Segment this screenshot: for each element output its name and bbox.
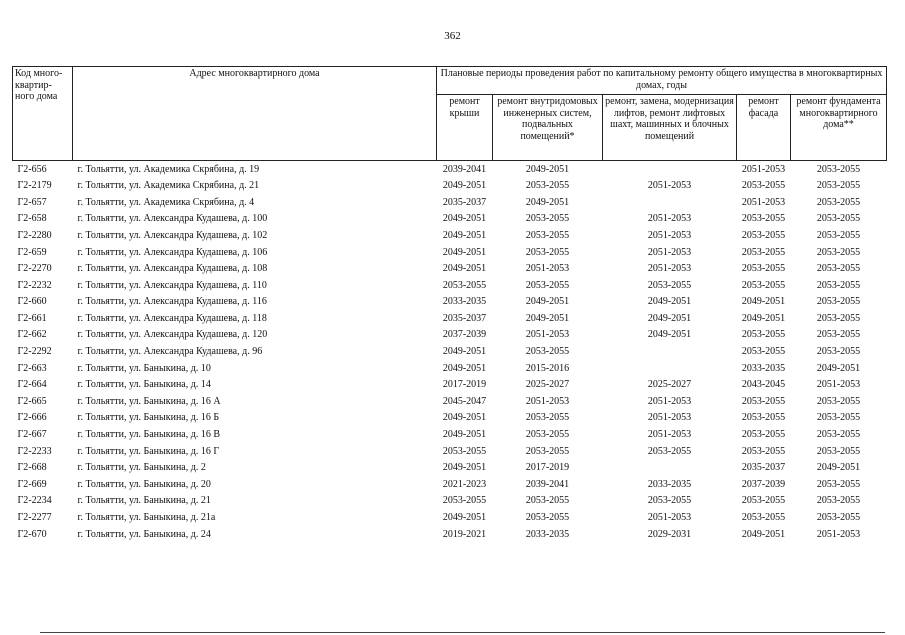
cell-engineering-period: 2053-2055 (525, 346, 570, 358)
cell-lifts-period: 2053-2055 (647, 445, 692, 457)
cell-engineering-period: 2051-2053 (525, 329, 570, 341)
cell-house-code: Г2-662 (17, 329, 47, 341)
cell-foundation-period: 2053-2055 (816, 263, 861, 275)
cell-address: г. Тольятти, ул. Баныкина, д. 16 Б (77, 412, 220, 424)
header-house-code: Код много-квартир-ного дома (13, 67, 73, 161)
cell-address: г. Тольятти, ул. Баныкина, д. 20 (77, 478, 211, 490)
cell-lifts-period: 2025-2027 (647, 379, 692, 391)
cell-foundation-period: 2053-2055 (816, 445, 861, 457)
cell-lifts-period: 2053-2055 (647, 495, 692, 507)
cell-house-code: Г2-2233 (17, 445, 52, 457)
cell-roof-period: 2049-2051 (442, 229, 487, 241)
cell-roof-period: 2053-2055 (442, 495, 487, 507)
cell-foundation-period: 2053-2055 (816, 213, 861, 225)
cell-facade-period: 2053-2055 (741, 263, 786, 275)
header-foundation-repair: ремонт фундамента многоквартирного дома** (791, 95, 887, 161)
cell-house-code: Г2-2179 (17, 180, 52, 192)
cell-engineering-period: 2053-2055 (525, 180, 570, 192)
cell-roof-period: 2049-2051 (442, 462, 487, 474)
cell-foundation-period: 2053-2055 (816, 229, 861, 241)
cell-engineering-period: 2053-2055 (525, 445, 570, 457)
cell-lifts-period: 2051-2053 (647, 429, 692, 441)
table-row (13, 460, 887, 477)
cell-roof-period: 2049-2051 (442, 429, 487, 441)
page-number: 362 (444, 30, 461, 42)
table-row (13, 178, 887, 195)
cell-lifts-period: 2051-2053 (647, 246, 692, 258)
table-row (13, 194, 887, 211)
cell-foundation-period: 2053-2055 (816, 246, 861, 258)
cell-engineering-period: 2053-2055 (525, 412, 570, 424)
cell-house-code: Г2-2232 (17, 279, 52, 291)
cell-foundation-period: 2053-2055 (816, 478, 861, 490)
cell-roof-period: 2049-2051 (442, 512, 487, 524)
cell-foundation-period: 2053-2055 (816, 296, 861, 308)
header-facade-repair: ремонт фасада (737, 95, 791, 161)
cell-foundation-period: 2053-2055 (816, 279, 861, 291)
cell-facade-period: 2053-2055 (741, 213, 786, 225)
cell-house-code: Г2-664 (17, 379, 47, 391)
table-row (13, 526, 887, 543)
cell-engineering-period: 2039-2041 (525, 478, 570, 490)
cell-house-code: Г2-2280 (17, 229, 52, 241)
cell-address: г. Тольятти, ул. Баныкина, д. 16 В (77, 429, 220, 441)
cell-address: г. Тольятти, ул. Баныкина, д. 14 (77, 379, 211, 391)
cell-lifts-period: 2029-2031 (647, 528, 692, 540)
table-row (13, 410, 887, 427)
cell-roof-period: 2035-2037 (442, 312, 487, 324)
cell-lifts-period: 2049-2051 (647, 296, 692, 308)
cell-roof-period: 2019-2021 (442, 528, 487, 540)
cell-address: г. Тольятти, ул. Баныкина, д. 21 (77, 495, 211, 507)
cell-lifts-period (603, 460, 737, 477)
header-planned-periods: Плановые периоды проведения работ по капитальному ремонту общего имущества в многоквартирных домах, годы (437, 67, 887, 95)
cell-house-code: Г2-661 (17, 312, 47, 324)
cell-address: г. Тольятти, ул. Александра Кудашева, д. 110 (77, 279, 267, 291)
cell-foundation-period: 2053-2055 (816, 163, 861, 175)
cell-lifts-period: 2049-2051 (647, 329, 692, 341)
table-row (13, 360, 887, 377)
cell-roof-period: 2049-2051 (442, 213, 487, 225)
table-row (13, 327, 887, 344)
cell-roof-period: 2049-2051 (442, 263, 487, 275)
cell-engineering-period: 2051-2053 (525, 263, 570, 275)
cell-facade-period: 2051-2053 (741, 196, 786, 208)
cell-address: г. Тольятти, ул. Академика Скрябина, д. 21 (77, 180, 260, 192)
cell-house-code: Г2-668 (17, 462, 47, 474)
table-row (13, 277, 887, 294)
cell-address: г. Тольятти, ул. Александра Кудашева, д. 108 (77, 263, 268, 275)
cell-facade-period: 2053-2055 (741, 495, 786, 507)
cell-engineering-period: 2049-2051 (525, 163, 570, 175)
cell-lifts-period: 2051-2053 (647, 180, 692, 192)
header-address: Адрес многоквартирного дома (73, 67, 437, 161)
cell-house-code: Г2-2270 (17, 263, 52, 275)
cell-address: г. Тольятти, ул. Александра Кудашева, д. 116 (77, 296, 267, 308)
table-row (13, 393, 887, 410)
cell-foundation-period: 2053-2055 (816, 412, 861, 424)
table-body (13, 161, 887, 543)
cell-lifts-period: 2051-2053 (647, 213, 692, 225)
cell-house-code: Г2-665 (17, 395, 47, 407)
cell-engineering-period: 2049-2051 (525, 312, 570, 324)
cell-lifts-period (603, 194, 737, 211)
cell-house-code: Г2-657 (17, 196, 47, 208)
cell-facade-period: 2035-2037 (741, 462, 786, 474)
cell-lifts-period: 2051-2053 (647, 229, 692, 241)
cell-foundation-period: 2053-2055 (816, 329, 861, 341)
cell-foundation-period: 2053-2055 (816, 395, 861, 407)
cell-address: г. Тольятти, ул. Александра Кудашева, д. 96 (77, 346, 263, 358)
cell-house-code: Г2-656 (17, 163, 47, 175)
cell-foundation-period: 2053-2055 (816, 429, 861, 441)
cell-address: г. Тольятти, ул. Александра Кудашева, д. 118 (77, 312, 267, 324)
cell-address: г. Тольятти, ул. Академика Скрябина, д. 4 (77, 196, 255, 208)
table-row (13, 211, 887, 228)
cell-address: г. Тольятти, ул. Александра Кудашева, д. 106 (77, 246, 268, 258)
cell-facade-period: 2053-2055 (741, 180, 786, 192)
cell-facade-period: 2053-2055 (741, 445, 786, 457)
cell-facade-period: 2053-2055 (741, 329, 786, 341)
header-roof-repair: ремонт крыши (437, 95, 493, 161)
table-row (13, 443, 887, 460)
cell-lifts-period (603, 360, 737, 377)
cell-house-code: Г2-659 (17, 246, 47, 258)
cell-house-code: Г2-666 (17, 412, 47, 424)
cell-facade-period: 2053-2055 (741, 395, 786, 407)
cell-address: г. Тольятти, ул. Александра Кудашева, д. 102 (77, 229, 268, 241)
table-row (13, 344, 887, 361)
cell-address: г. Тольятти, ул. Баныкина, д. 24 (77, 528, 211, 540)
capital-repair-schedule-table (12, 66, 887, 543)
cell-lifts-period (603, 161, 737, 178)
cell-facade-period: 2053-2055 (741, 246, 786, 258)
cell-house-code: Г2-663 (17, 362, 47, 374)
cell-lifts-period: 2051-2053 (647, 412, 692, 424)
cell-lifts-period: 2051-2053 (647, 263, 692, 275)
cell-address: г. Тольятти, ул. Александра Кудашева, д. 100 (77, 213, 268, 225)
cell-address: г. Тольятти, ул. Баныкина, д. 21а (77, 512, 216, 524)
cell-foundation-period: 2049-2051 (816, 462, 861, 474)
cell-facade-period: 2043-2045 (741, 379, 786, 391)
cell-facade-period: 2049-2051 (741, 312, 786, 324)
cell-roof-period: 2049-2051 (442, 246, 487, 258)
cell-address: г. Тольятти, ул. Баныкина, д. 2 (77, 462, 206, 474)
cell-house-code: Г2-667 (17, 429, 47, 441)
cell-engineering-period: 2025-2027 (525, 379, 570, 391)
table-row (13, 476, 887, 493)
cell-roof-period: 2033-2035 (442, 296, 487, 308)
cell-lifts-period: 2053-2055 (647, 279, 692, 291)
cell-facade-period: 2053-2055 (741, 279, 786, 291)
cell-address: г. Тольятти, ул. Баныкина, д. 16 А (77, 395, 221, 407)
table-row (13, 244, 887, 261)
cell-lifts-period: 2051-2053 (647, 395, 692, 407)
cell-engineering-period: 2053-2055 (525, 495, 570, 507)
table-header (13, 67, 887, 161)
cell-engineering-period: 2051-2053 (525, 395, 570, 407)
cell-engineering-period: 2033-2035 (525, 528, 570, 540)
cell-roof-period: 2053-2055 (442, 279, 487, 291)
cell-engineering-period: 2015-2016 (525, 362, 570, 374)
cell-engineering-period: 2053-2055 (525, 229, 570, 241)
cell-address: г. Тольятти, ул. Баныкина, д. 10 (77, 362, 211, 374)
cell-roof-period: 2053-2055 (442, 445, 487, 457)
cell-foundation-period: 2053-2055 (816, 312, 861, 324)
cell-house-code: Г2-670 (17, 528, 47, 540)
header-lift-repair: ремонт, замена, модернизация лифтов, ремонт лифтовых шахт, машинных и блочных помещений (603, 95, 737, 161)
cell-facade-period: 2053-2055 (741, 429, 786, 441)
table-row (13, 509, 887, 526)
cell-roof-period: 2037-2039 (442, 329, 487, 341)
cell-address: г. Тольятти, ул. Баныкина, д. 16 Г (77, 445, 220, 457)
cell-foundation-period: 2051-2053 (816, 379, 861, 391)
cell-house-code: Г2-658 (17, 213, 47, 225)
cell-engineering-period: 2053-2055 (525, 429, 570, 441)
cell-foundation-period: 2051-2053 (816, 528, 861, 540)
table-row (13, 294, 887, 311)
cell-facade-period: 2053-2055 (741, 346, 786, 358)
cell-roof-period: 2049-2051 (442, 412, 487, 424)
cell-engineering-period: 2017-2019 (525, 462, 570, 474)
cell-house-code: Г2-2277 (17, 512, 52, 524)
cell-address: г. Тольятти, ул. Академика Скрябина, д. 19 (77, 163, 260, 175)
cell-house-code: Г2-2292 (17, 346, 52, 358)
cell-engineering-period: 2049-2051 (525, 296, 570, 308)
cell-lifts-period: 2033-2035 (647, 478, 692, 490)
table-row (13, 493, 887, 510)
cell-facade-period: 2053-2055 (741, 412, 786, 424)
cell-roof-period: 2049-2051 (442, 362, 487, 374)
cell-foundation-period: 2053-2055 (816, 512, 861, 524)
table-row (13, 310, 887, 327)
table-row (13, 161, 887, 178)
cell-roof-period: 2049-2051 (442, 180, 487, 192)
cell-foundation-period: 2053-2055 (816, 495, 861, 507)
cell-facade-period: 2053-2055 (741, 512, 786, 524)
cell-foundation-period: 2053-2055 (816, 196, 861, 208)
cell-facade-period: 2049-2051 (741, 296, 786, 308)
cell-facade-period: 2053-2055 (741, 229, 786, 241)
cell-engineering-period: 2053-2055 (525, 213, 570, 225)
cell-house-code: Г2-2234 (17, 495, 52, 507)
cell-house-code: Г2-660 (17, 296, 47, 308)
cell-facade-period: 2033-2035 (741, 362, 786, 374)
table-row (13, 261, 887, 278)
cell-roof-period: 2035-2037 (442, 196, 487, 208)
cell-lifts-period: 2049-2051 (647, 312, 692, 324)
cell-lifts-period (603, 344, 737, 361)
cell-roof-period: 2021-2023 (442, 478, 487, 490)
cell-roof-period: 2045-2047 (442, 395, 487, 407)
cell-facade-period: 2049-2051 (741, 528, 786, 540)
table-row (13, 427, 887, 444)
cell-roof-period: 2049-2051 (442, 346, 487, 358)
table-row (13, 227, 887, 244)
cell-foundation-period: 2053-2055 (816, 346, 861, 358)
cell-engineering-period: 2049-2051 (525, 196, 570, 208)
cell-foundation-period: 2053-2055 (816, 180, 861, 192)
cell-roof-period: 2039-2041 (442, 163, 487, 175)
cell-engineering-period: 2053-2055 (525, 246, 570, 258)
header-engineering-systems-repair: ремонт внутридомовых инженерных систем, подвальных помещений* (493, 95, 603, 161)
cell-house-code: Г2-669 (17, 478, 47, 490)
cell-address: г. Тольятти, ул. Александра Кудашева, д. 120 (77, 329, 268, 341)
cell-engineering-period: 2053-2055 (525, 512, 570, 524)
cell-roof-period: 2017-2019 (442, 379, 487, 391)
cell-foundation-period: 2049-2051 (816, 362, 861, 374)
bottom-rule (40, 632, 885, 633)
table-row (13, 377, 887, 394)
cell-facade-period: 2051-2053 (741, 163, 786, 175)
cell-lifts-period: 2051-2053 (647, 512, 692, 524)
cell-engineering-period: 2053-2055 (525, 279, 570, 291)
cell-facade-period: 2037-2039 (741, 478, 786, 490)
